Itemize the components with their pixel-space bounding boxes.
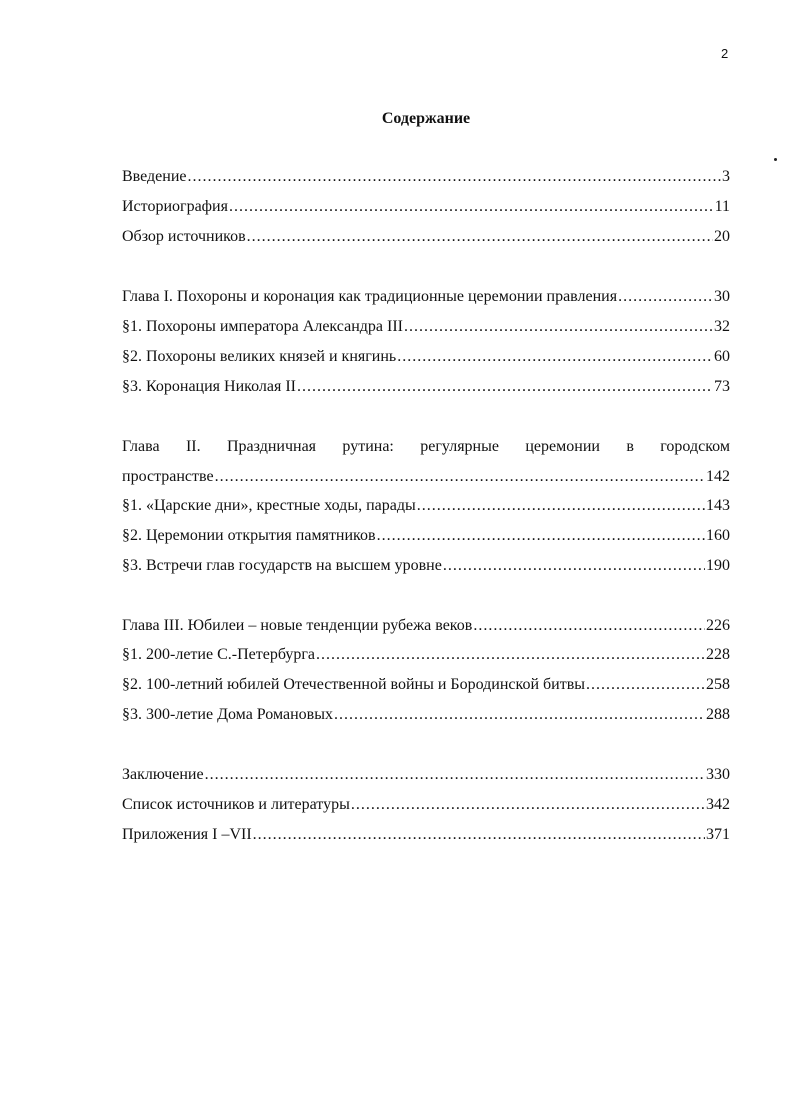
toc-entry-chapter-2-section-1 (122, 497, 730, 519)
toc-entry-chapter-2 (122, 468, 730, 490)
dot-leader (334, 706, 705, 724)
toc-entry-page: 73 (714, 378, 730, 395)
dot-leader (215, 468, 705, 486)
toc-entry-page: 11 (714, 198, 730, 215)
toc-entry-page: 20 (714, 228, 730, 245)
dot-leader (188, 168, 722, 186)
toc-entry-label: §2. Церемонии открытия памятников (122, 527, 376, 544)
toc-entry-page: 190 (706, 557, 730, 574)
page-number: 2 (721, 46, 729, 61)
dot-leader (253, 826, 705, 844)
toc-entry-page: 3 (722, 168, 730, 185)
toc-entry-page: 226 (706, 617, 730, 634)
toc-entry-appendices (122, 826, 730, 848)
dot-leader (316, 646, 705, 664)
toc-entry-page: 60 (714, 348, 730, 365)
dot-leader (417, 497, 705, 515)
toc-entry-chapter-1 (122, 288, 730, 310)
toc-entry-page: 142 (706, 468, 730, 485)
toc-entry-label: §3. Встречи глав государств на высшем уровне (122, 557, 442, 574)
dot-leader (247, 228, 713, 246)
toc-entry-page: 371 (706, 826, 730, 843)
toc-entry-page: 258 (706, 676, 730, 693)
toc-entry-label: пространстве (122, 468, 214, 485)
toc-entry-label: §1. 200-летие С.-Петербурга (122, 646, 316, 663)
toc-entry-page: 330 (706, 766, 730, 783)
toc-entry-label: §1. Похороны императора Александра III (122, 318, 403, 335)
toc-entry-label: Список источников и литературы (122, 796, 350, 813)
dot-leader (586, 676, 705, 694)
toc-entry-label: §1. «Царские дни», крестные ходы, парады (122, 497, 416, 514)
toc-entry-page: 160 (706, 527, 730, 544)
dot-leader (205, 766, 705, 784)
dot-leader (377, 527, 705, 545)
toc-entry-label: Историография (122, 198, 228, 215)
toc-entry-page: 143 (706, 497, 730, 514)
page-title: Содержание (381, 110, 471, 127)
toc-entry-conclusion (122, 766, 730, 788)
toc-entry-label: Глава III. Юбилеи – новые тенденции рубежа веков (122, 617, 473, 634)
toc-entry-label: §2. 100-летний юбилей Отечественной войны и Бородинской битвы (122, 676, 586, 693)
toc-entry-introduction (122, 168, 730, 190)
dot-leader (351, 796, 705, 814)
toc-entry-page: 228 (706, 646, 730, 663)
toc-entry-label: §3. 300-летие Дома Романовых (122, 706, 333, 723)
toc-entry-label: Обзор источников (122, 228, 246, 245)
toc-entry-chapter-3-section-2 (122, 676, 730, 698)
toc-entry-chapter-1-section-2 (122, 348, 730, 370)
toc-entry-chapter-1-section-3 (122, 378, 730, 400)
toc-entry-chapter-2-heading: Глава II. Праздничная рутина: регулярные церемонии в городском (122, 438, 730, 455)
toc-entry-label: Приложения I –VII (122, 826, 252, 843)
toc-entry-bibliography (122, 796, 730, 818)
toc-entry-label: §3. Коронация Николая II (122, 378, 296, 395)
toc-entry-page: 342 (706, 796, 730, 813)
dot-leader (397, 348, 713, 366)
dot-leader (473, 617, 705, 635)
toc-entry-page: 30 (714, 288, 730, 305)
toc-entry-chapter-3-section-1 (122, 646, 730, 668)
toc-entry-chapter-2-section-2 (122, 527, 730, 549)
dot-leader (618, 288, 713, 306)
stray-mark (774, 158, 777, 161)
dot-leader (404, 318, 713, 336)
toc-entry-label: Заключение (122, 766, 204, 783)
toc-entry-page: 288 (706, 706, 730, 723)
toc-entry-label: §2. Похороны великих князей и княгинь (122, 348, 397, 365)
toc-entry-label: Введение (122, 168, 187, 185)
toc-entry-chapter-1-section-1 (122, 318, 730, 340)
toc-entry-sources-review (122, 228, 730, 250)
dot-leader (297, 378, 713, 396)
toc-entry-page: 32 (714, 318, 730, 335)
dot-leader (229, 198, 714, 216)
dot-leader (443, 557, 705, 575)
toc-entry-chapter-3-section-3 (122, 706, 730, 728)
toc-entry-historiography (122, 198, 730, 220)
toc-entry-chapter-2-section-3 (122, 557, 730, 579)
toc-entry-chapter-3 (122, 617, 730, 639)
toc-entry-label: Глава I. Похороны и коронация как традиционные церемонии правления (122, 288, 618, 305)
